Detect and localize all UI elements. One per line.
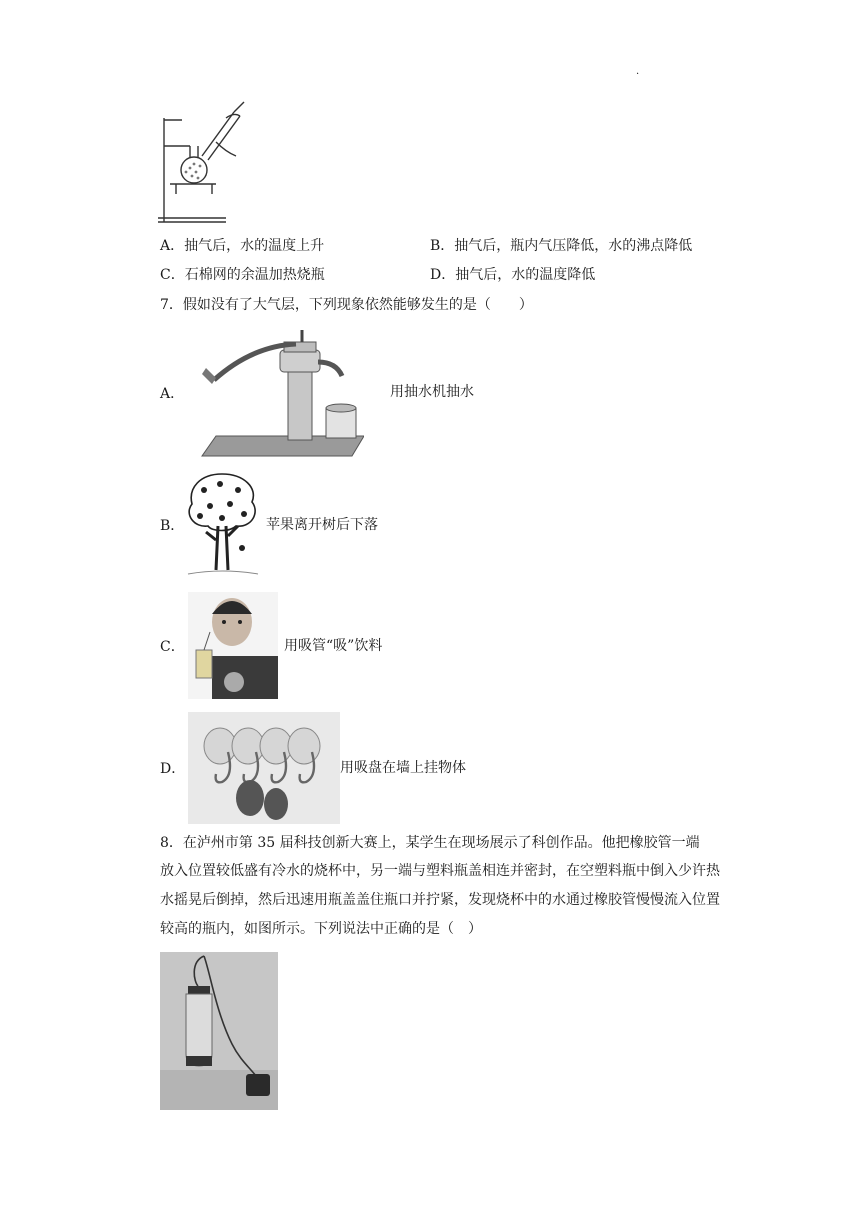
q8-stem-line-4: 较高的瓶内，如图所示。下列说法中正确的是（ ）	[160, 921, 482, 937]
q7-option-b-caption: 苹果离开树后下落	[266, 517, 378, 533]
q7-option-d-caption: 用吸盘在墙上挂物体	[340, 760, 466, 776]
flask-syringe-figure	[156, 98, 252, 226]
q6-option-b: B．抽气后，瓶内气压降低，水的沸点降低	[430, 238, 693, 254]
q7-option-d-letter: D．	[160, 761, 186, 777]
q8-stem-line-1: 8．在泸州市第 35 届科技创新大赛上，某学生在现场展示了科创作品。他把橡胶管一端	[160, 835, 700, 851]
boy-straw-photo	[188, 592, 278, 699]
q7-option-c-caption: 用吸管“吸”饮料	[284, 638, 383, 654]
q7-option-b-letter: B．	[160, 518, 185, 534]
q8-stem-line-2: 放入位置较低盛有冷水的烧杯中，另一端与塑料瓶盖相连并密封，在空塑料瓶中倒入少许热	[160, 863, 720, 879]
q8-stem-line-3: 水摇晃后倒掉，然后迅速用瓶盖盖住瓶口并拧紧，发现烧杯中的水通过橡胶管慢慢流入位置	[160, 892, 720, 908]
q7-option-c-letter: C．	[160, 639, 185, 655]
q6-option-a: A．抽气后，水的温度上升	[160, 238, 325, 254]
apple-tree-image	[182, 470, 262, 580]
q7-stem: 7．假如没有了大气层，下列现象依然能够发生的是（ ）	[160, 297, 533, 313]
q6-option-c: C．石棉网的余温加热烧瓶	[160, 267, 325, 283]
q7-option-a-letter: A．	[160, 386, 185, 402]
page-dot: .	[636, 66, 640, 77]
suction-hooks-photo	[188, 712, 340, 824]
q7-option-a-caption: 用抽水机抽水	[390, 384, 474, 400]
hand-pump-image	[192, 328, 364, 458]
q6-option-d: D．抽气后，水的温度降低	[430, 267, 596, 283]
bottle-siphon-photo	[160, 952, 278, 1110]
